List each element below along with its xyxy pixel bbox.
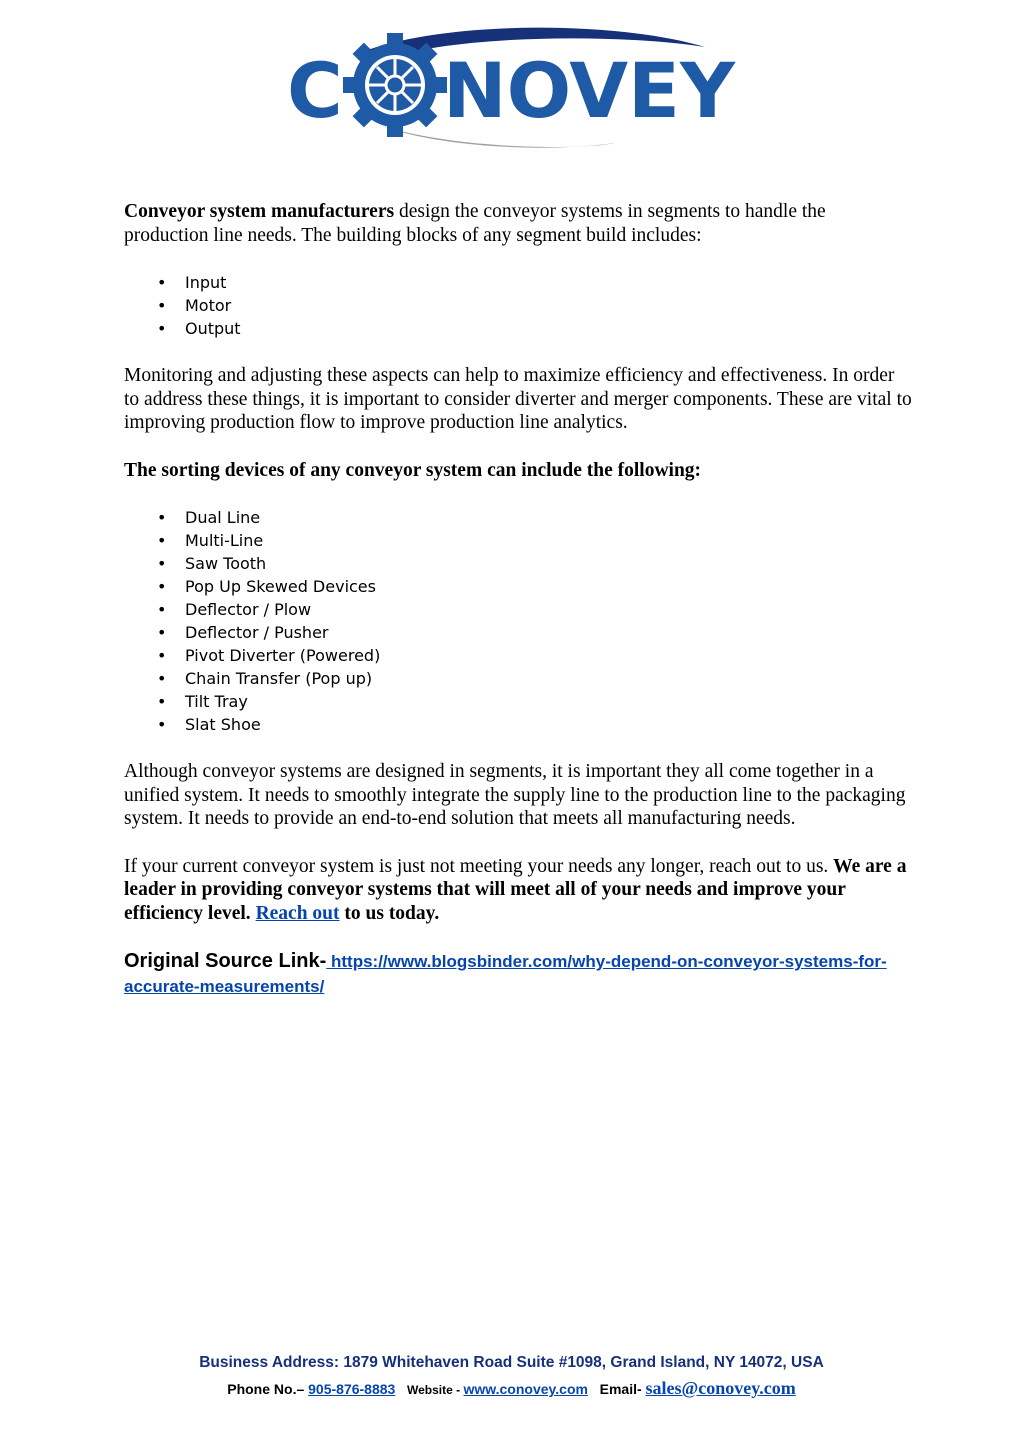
monitoring-paragraph: Monitoring and adjusting these aspects can help to maximize efficiency and effectiveness. In order to address these things, it is important to consider diverter and merger components. These are vital to improving production flow to improve production line analytics. xyxy=(124,365,912,433)
list-item: • Multi-Line xyxy=(157,531,264,550)
phone-label: Phone No.– xyxy=(227,1381,309,1397)
bullet-icon: • xyxy=(157,319,167,338)
conovey-logo xyxy=(285,25,740,150)
list-item: • Deflector / Plow xyxy=(157,600,312,619)
bullet-icon: • xyxy=(157,600,167,619)
list-item: • Motor xyxy=(157,296,232,315)
logo-letter-c: C xyxy=(287,46,343,135)
list-item: • Chain Transfer (Pop up) xyxy=(157,669,373,688)
bullet-icon: • xyxy=(157,623,167,642)
website-link[interactable]: www.conovey.com xyxy=(463,1381,588,1397)
business-address: Business Address: 1879 Whitehaven Road Suite #1098, Grand Island, NY 14072, USA xyxy=(199,1354,824,1371)
closing-paragraph: If your current conveyor system is just not meeting your needs any longer, reach out to us. We are a leader in providing conveyor systems that will meet all of your needs and improve your efficiency level. Reach out to us today. xyxy=(124,855,907,924)
sorting-heading: The sorting devices of any conveyor system can include the following: xyxy=(124,459,702,481)
list-item: • Input xyxy=(157,273,227,292)
email-link[interactable]: sales@conovey.com xyxy=(645,1378,796,1398)
list-item: • Dual Line xyxy=(157,508,261,527)
components-list xyxy=(124,271,914,340)
list-item: • Pivot Diverter (Powered) xyxy=(157,646,381,665)
intro-paragraph xyxy=(124,200,914,247)
source-label: Original Source Link- xyxy=(124,950,327,972)
source-url-link[interactable]: https://www.blogsbinder.com/why-depend-on-conveyor-systems-for-accurate-measurements/ xyxy=(124,952,887,996)
bullet-icon: • xyxy=(157,646,167,665)
source-link-paragraph xyxy=(124,949,914,999)
intro-bold: Conveyor system manufacturers xyxy=(124,201,395,222)
bullet-icon: • xyxy=(157,554,167,573)
logo-wordmark: NOVEY xyxy=(443,46,736,135)
sorting-devices-list xyxy=(124,506,914,736)
bullet-icon: • xyxy=(157,296,167,315)
list-item: • Slat Shoe xyxy=(157,715,261,734)
email-label: Email- xyxy=(599,1381,646,1397)
website-label: Website - xyxy=(407,1383,464,1397)
phone-link[interactable]: 905-876-8883 xyxy=(308,1381,396,1397)
list-item: • Tilt Tray xyxy=(157,692,248,711)
footer-contact xyxy=(0,1378,1023,1399)
bullet-icon: • xyxy=(157,577,167,596)
list-item: • Saw Tooth xyxy=(157,554,267,573)
bullet-icon: • xyxy=(157,531,167,550)
unified-paragraph: Although conveyor systems are designed in segments, it is important they all come together in a unified system. It needs to smoothly integrate the supply line to the production line to the packaging system. It needs to provide an end-to-end solution that meets all manufacturing needs. xyxy=(124,761,906,829)
intro-text: design the conveyor systems in segments to handle the production line needs. The building blocks of any segment build includes: xyxy=(124,201,826,246)
bullet-icon: • xyxy=(157,692,167,711)
list-item: • Deflector / Pusher xyxy=(157,623,329,642)
bullet-icon: • xyxy=(157,715,167,734)
bullet-icon: • xyxy=(157,273,167,292)
list-item: • Output xyxy=(157,319,241,338)
reach-out-link[interactable]: Reach out xyxy=(255,902,340,924)
list-item: • Pop Up Skewed Devices xyxy=(157,577,376,596)
bullet-icon: • xyxy=(157,508,167,527)
bullet-icon: • xyxy=(157,669,167,688)
